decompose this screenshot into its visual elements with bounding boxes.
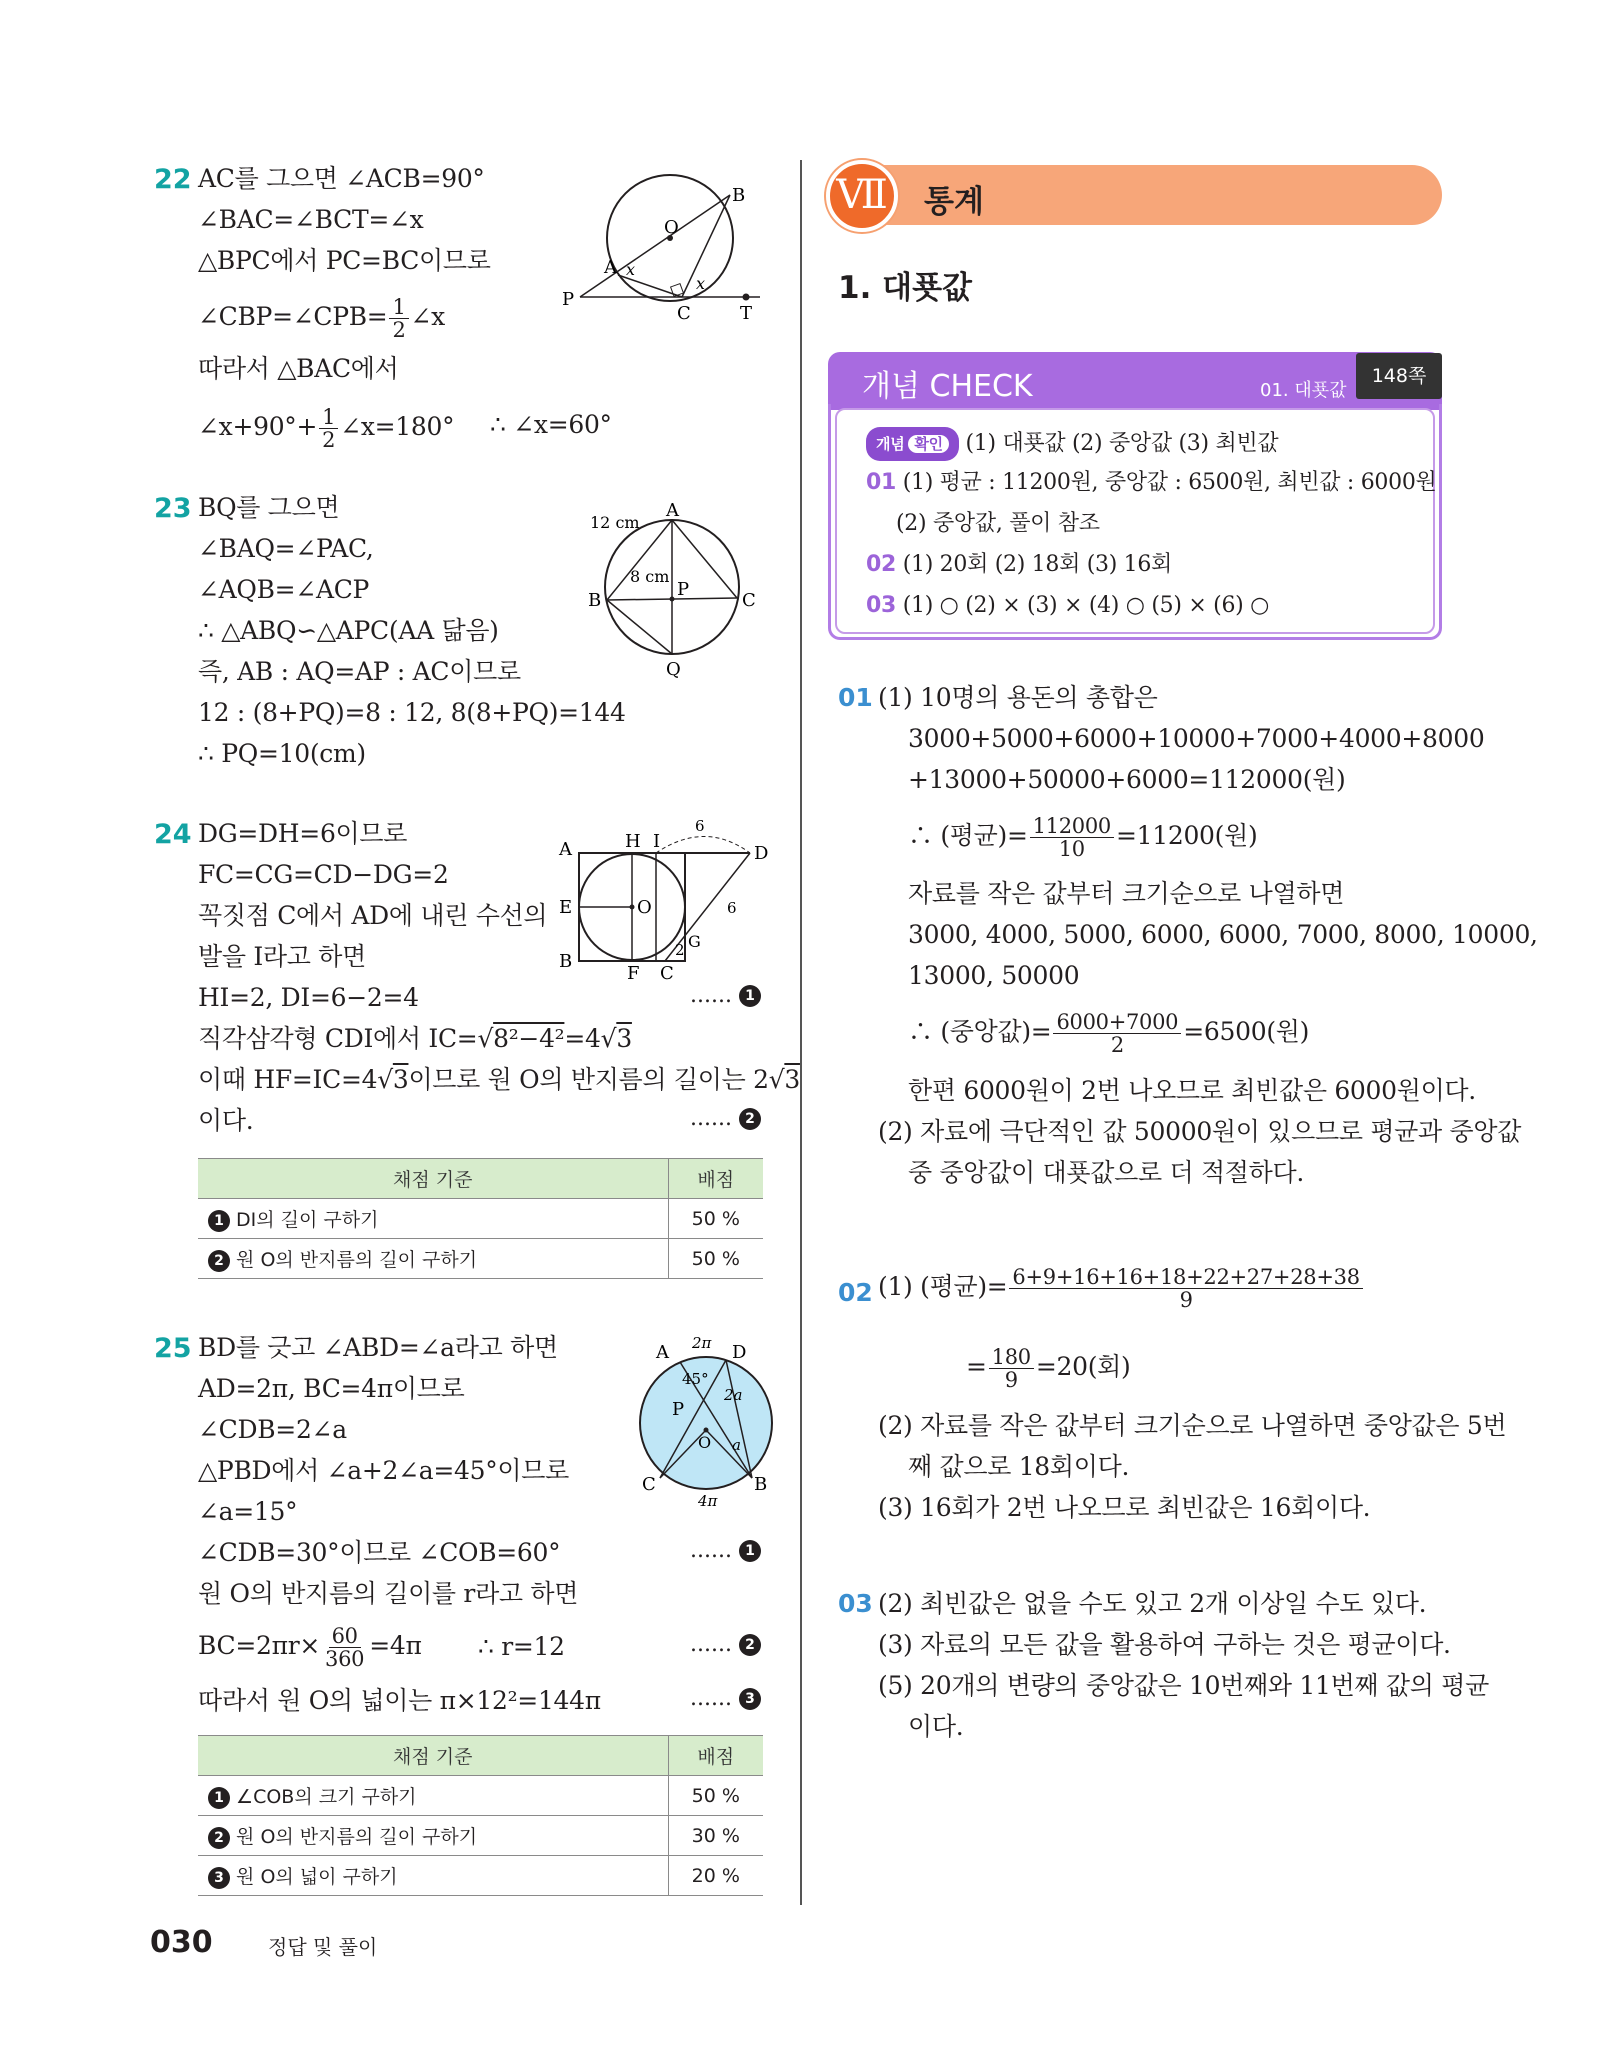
score-cell: 50 % bbox=[668, 1199, 763, 1239]
s02-line-2-pre: = bbox=[966, 1352, 987, 1381]
p25-line-3: ∠CDB=2∠a bbox=[198, 1415, 347, 1444]
fig-label-4pi: 4π bbox=[698, 1492, 718, 1510]
footer-label: 정답 및 풀이 bbox=[268, 1935, 378, 1959]
chapter-badge: Ⅶ bbox=[826, 160, 898, 232]
scoring-table-25 bbox=[198, 1735, 763, 1896]
s01-line-3: +13000+50000+6000=112000(원) bbox=[908, 765, 1346, 794]
sqrt-radicand: 3 bbox=[784, 1065, 800, 1094]
frac-num: 1 bbox=[389, 296, 408, 319]
solution-01-number: 01 bbox=[838, 683, 873, 712]
fig-label-P: P bbox=[677, 579, 690, 600]
p24-line-6 bbox=[198, 1024, 632, 1054]
marker-circle: 2 bbox=[208, 1250, 230, 1272]
frac-den: 2 bbox=[322, 428, 336, 452]
p25-line-7: 원 O의 반지름의 길이를 r라고 하면 bbox=[198, 1579, 579, 1608]
p24-figure-square-circle bbox=[555, 815, 769, 985]
marker-circle: 1 bbox=[208, 1787, 230, 1809]
fig-label-45deg: 45° bbox=[682, 1370, 709, 1388]
fig-label-F: F bbox=[627, 963, 640, 984]
step-marker-1: ...... 1 bbox=[690, 1538, 761, 1563]
fig-label-A: A bbox=[666, 500, 679, 521]
fig-label-O: O bbox=[664, 217, 679, 238]
step-marker-2: ...... 2 bbox=[690, 1106, 761, 1131]
s01-line-5: 자료를 작은 값부터 크기순으로 나열하면 bbox=[908, 879, 1345, 908]
table-row bbox=[198, 1816, 763, 1856]
p25-line-4: △PBD에서 ∠a+2∠a=45°이므로 bbox=[198, 1456, 569, 1485]
fig-label-C: C bbox=[742, 590, 756, 611]
s02-line-5: (3) 16회가 2번 나오므로 최빈값은 16회이다. bbox=[878, 1493, 1371, 1522]
sqrt-radicand: 3 bbox=[616, 1024, 632, 1053]
p25-figure-shaded-circle bbox=[640, 1330, 770, 1510]
s01-line-6: 3000, 4000, 5000, 6000, 6000, 7000, 8000, 10000, bbox=[908, 920, 1538, 949]
header-score: 배점 bbox=[668, 1159, 763, 1199]
s02-line-4: 째 값으로 18회이다. bbox=[908, 1452, 1130, 1481]
score-cell: 30 % bbox=[668, 1816, 763, 1856]
fig-label-B: B bbox=[754, 1474, 768, 1495]
fig-label-two: 2 bbox=[675, 941, 685, 959]
p23-line-4: ∴ △ABQ∽△APC(AA 닮음) bbox=[198, 616, 499, 645]
s03-line-4: 이다. bbox=[908, 1712, 964, 1741]
s01-line-4-pre: ∴ (평균)= bbox=[908, 821, 1028, 850]
row-number: 01 bbox=[866, 470, 897, 495]
p22-answer: ∴ ∠x=60° bbox=[490, 410, 612, 439]
p22-line-4 bbox=[198, 296, 445, 341]
s02-mean-fraction bbox=[1009, 1266, 1362, 1311]
p24-line-7-pre: 이때 HF=IC=4 bbox=[198, 1065, 378, 1094]
p22-line-5: 따라서 △BAC에서 bbox=[198, 354, 399, 383]
p24-line-8: 이다. bbox=[198, 1106, 254, 1135]
fig-label-I: I bbox=[653, 831, 661, 852]
s02-line-2 bbox=[966, 1346, 1130, 1391]
criteria-text: DI의 길이 구하기 bbox=[236, 1209, 379, 1231]
fig-label-C: C bbox=[677, 303, 691, 324]
p24-line-1: DG=DH=6이므로 bbox=[198, 819, 408, 848]
problem-25-number: 25 bbox=[154, 1333, 192, 1364]
fig-label-8cm: 8 cm bbox=[630, 567, 670, 586]
fig-label-B: B bbox=[559, 951, 573, 972]
frac-num: 6+9+16+16+18+22+27+28+38 bbox=[1009, 1266, 1362, 1289]
fig-label-B: B bbox=[732, 185, 746, 206]
chapter-title: 통계 bbox=[924, 184, 984, 220]
s02-result-fraction bbox=[989, 1346, 1034, 1391]
fig-label-P: P bbox=[672, 1399, 685, 1420]
pill-label-confirm: 확인 bbox=[908, 435, 948, 453]
fig-label-12cm: 12 cm bbox=[590, 513, 640, 532]
p23-line-5: 즉, AB : AQ=AP : AC이므로 bbox=[198, 657, 521, 686]
fig-label-x2: x bbox=[696, 274, 706, 293]
page-reference-tab: 148쪽 bbox=[1356, 353, 1442, 399]
s02-line-1 bbox=[878, 1266, 1365, 1311]
frac-num: 180 bbox=[989, 1346, 1034, 1369]
frac-den: 2 bbox=[1110, 1033, 1124, 1057]
row-text: (1) 평균 : 11200원, 중앙값 : 6500원, 최빈값 : 6000원 bbox=[902, 470, 1437, 495]
solution-02-number: 02 bbox=[838, 1278, 873, 1307]
s03-line-2: (3) 자료의 모든 값을 활용하여 구하는 것은 평균이다. bbox=[878, 1630, 1451, 1659]
marker-circle: 3 bbox=[739, 1688, 761, 1710]
s01-line-2: 3000+5000+6000+10000+7000+4000+8000 bbox=[908, 724, 1485, 753]
sqrt-sign: √ bbox=[600, 1024, 617, 1053]
p25-line-8-pre: BC=2πr× bbox=[198, 1631, 321, 1660]
p25-line-8-post: =4π bbox=[369, 1631, 422, 1660]
concept-check-subtitle: 01. 대푯값 bbox=[1260, 380, 1347, 401]
fig-label-G: G bbox=[688, 932, 701, 951]
s01-mean-fraction bbox=[1030, 815, 1114, 860]
fig-label-Q: Q bbox=[666, 659, 681, 680]
p25-line-9: 따라서 원 O의 넓이는 π×12²=144π bbox=[198, 1686, 601, 1715]
fig-label-T: T bbox=[740, 303, 753, 324]
p25-line-8 bbox=[198, 1625, 422, 1670]
p23-line-2: ∠BAQ=∠PAC, bbox=[198, 534, 374, 563]
s03-line-1: (2) 최빈값은 없을 수도 있고 2개 이상일 수도 있다. bbox=[878, 1589, 1427, 1618]
concept-check-title: 개념 CHECK bbox=[862, 369, 1033, 404]
fig-label-C: C bbox=[642, 1474, 656, 1495]
s03-line-3: (5) 20개의 변량의 중앙값은 10번째와 11번째 값의 평균 bbox=[878, 1671, 1489, 1700]
marker-circle: 1 bbox=[208, 1210, 230, 1232]
header-criteria: 채점 기준 bbox=[198, 1736, 668, 1776]
p25-answer: ∴ r=12 bbox=[478, 1632, 565, 1661]
step-marker-1: ...... 1 bbox=[690, 983, 761, 1008]
p24-line-5: HI=2, DI=6−2=4 bbox=[198, 983, 419, 1012]
problem-23-number: 23 bbox=[154, 493, 192, 524]
concept-check-row-3 bbox=[866, 591, 1269, 621]
score-cell: 20 % bbox=[668, 1856, 763, 1896]
score-cell: 50 % bbox=[668, 1239, 763, 1279]
p22-line-4-pre: ∠CBP=∠CPB= bbox=[198, 302, 388, 331]
fig-label-C: C bbox=[660, 963, 674, 984]
s01-line-10: (2) 자료에 극단적인 값 50000원이 있으므로 평균과 중앙값 bbox=[878, 1117, 1522, 1146]
p22-line-3: △BPC에서 PC=BC이므로 bbox=[198, 246, 491, 275]
frac-num: 6000+7000 bbox=[1053, 1011, 1181, 1034]
solution-03-number: 03 bbox=[838, 1589, 873, 1618]
s01-line-9: 한편 6000원이 2번 나오므로 최빈값은 6000원이다. bbox=[908, 1076, 1476, 1105]
s01-line-8 bbox=[908, 1011, 1309, 1056]
frac-den: 9 bbox=[1179, 1288, 1193, 1312]
p24-line-2: FC=CG=CD−DG=2 bbox=[198, 860, 449, 889]
fig-label-six-side: 6 bbox=[727, 899, 737, 917]
p25-line-2: AD=2π, BC=4π이므로 bbox=[198, 1374, 465, 1403]
frac-den: 2 bbox=[392, 318, 406, 342]
s01-line-8-post: =6500(원) bbox=[1183, 1017, 1310, 1046]
criteria-text: ∠COB의 크기 구하기 bbox=[236, 1786, 417, 1808]
table-row bbox=[198, 1856, 763, 1896]
pill-label: 개념 bbox=[876, 435, 905, 453]
p22-line-6-pre: ∠x+90°+ bbox=[198, 412, 318, 441]
criteria-text: 원 O의 넓이 구하기 bbox=[236, 1866, 398, 1888]
fig-label-E: E bbox=[559, 897, 573, 918]
frac-den: 10 bbox=[1058, 837, 1085, 861]
p22-line-2: ∠BAC=∠BCT=∠x bbox=[198, 205, 424, 234]
fig-label-D: D bbox=[754, 843, 769, 864]
s01-line-4-post: =11200(원) bbox=[1115, 821, 1258, 850]
p23-line-3: ∠AQB=∠ACP bbox=[198, 575, 370, 604]
marker-circle: 3 bbox=[208, 1867, 230, 1889]
frac-num: 112000 bbox=[1030, 815, 1114, 838]
fig-label-A: A bbox=[656, 1342, 669, 1363]
p23-line-1: BQ를 그으면 bbox=[198, 493, 340, 522]
frac-num: 1 bbox=[319, 406, 338, 429]
p22-fraction-half-2 bbox=[319, 406, 338, 451]
problem-22-number: 22 bbox=[154, 164, 192, 195]
table-row bbox=[198, 1199, 763, 1239]
section-title: 1. 대푯값 bbox=[838, 270, 972, 306]
concept-check-row-1b: (2) 중앙값, 풀이 참조 bbox=[896, 511, 1100, 536]
marker-circle: 1 bbox=[739, 985, 761, 1007]
fig-label-O: O bbox=[698, 1433, 712, 1452]
p24-line-6-pre: 직각삼각형 CDI에서 IC= bbox=[198, 1024, 478, 1053]
p24-line-7 bbox=[198, 1065, 800, 1095]
concept-text: (1) 대푯값 (2) 중앙값 (3) 최빈값 bbox=[965, 431, 1279, 456]
fig-label-a: a bbox=[732, 1436, 741, 1454]
criteria-text: 원 O의 반지름의 길이 구하기 bbox=[236, 1249, 478, 1271]
s02-line-1-pre: (1) (평균)= bbox=[878, 1272, 1008, 1301]
s02-line-3: (2) 자료를 작은 값부터 크기순으로 나열하면 중앙값은 5번 bbox=[878, 1411, 1507, 1440]
p22-fraction-half bbox=[389, 296, 408, 341]
header-criteria: 채점 기준 bbox=[198, 1159, 668, 1199]
marker-circle: 2 bbox=[208, 1827, 230, 1849]
p25-line-6: ∠CDB=30°이므로 ∠COB=60° bbox=[198, 1538, 561, 1567]
concept-pill bbox=[866, 427, 959, 461]
frac-den: 9 bbox=[1004, 1368, 1018, 1392]
fig-label-D: D bbox=[732, 1342, 747, 1363]
row-number: 02 bbox=[866, 552, 897, 577]
sqrt-sign: √ bbox=[768, 1065, 785, 1094]
fig-label-H: H bbox=[625, 831, 641, 852]
s01-line-1: (1) 10명의 용돈의 총합은 bbox=[878, 683, 1158, 712]
fig-label-six-top: 6 bbox=[695, 817, 705, 835]
page-number: 030 bbox=[150, 1925, 213, 1960]
p24-line-6-post: =4 bbox=[564, 1024, 601, 1053]
concept-check-row-1 bbox=[866, 468, 1436, 498]
sqrt-radicand: 3 bbox=[392, 1065, 409, 1094]
fig-label-B: B bbox=[588, 590, 602, 611]
column-divider bbox=[800, 160, 802, 1905]
marker-circle: 2 bbox=[739, 1108, 761, 1130]
scoring-table-24 bbox=[198, 1158, 763, 1279]
p24-line-4: 발을 I라고 하면 bbox=[198, 942, 366, 971]
s02-line-2-post: =20(회) bbox=[1035, 1352, 1131, 1381]
concept-check-row-0 bbox=[866, 427, 1278, 461]
p25-line-5: ∠a=15° bbox=[198, 1497, 298, 1526]
p22-line-6 bbox=[198, 406, 454, 451]
frac-num: 60 bbox=[329, 1625, 361, 1648]
chapter-banner bbox=[828, 165, 1442, 225]
p25-line-1: BD를 긋고 ∠ABD=∠a라고 하면 bbox=[198, 1333, 558, 1362]
p22-line-6-post: ∠x=180° bbox=[340, 412, 455, 441]
header-score: 배점 bbox=[668, 1736, 763, 1776]
fig-label-2a: 2a bbox=[724, 1386, 743, 1404]
table-header bbox=[198, 1159, 763, 1199]
row-text: (1) 20회 (2) 18회 (3) 16회 bbox=[902, 552, 1173, 577]
fig-label-P: P bbox=[562, 289, 575, 310]
sqrt-radicand: 8²−4² bbox=[493, 1024, 565, 1053]
s01-line-11: 중 중앙값이 대푯값으로 더 적절하다. bbox=[908, 1158, 1304, 1187]
row-number: 03 bbox=[866, 593, 897, 618]
marker-circle: 1 bbox=[739, 1540, 761, 1562]
table-row bbox=[198, 1239, 763, 1279]
marker-circle: 2 bbox=[739, 1634, 761, 1656]
fig-label-A: A bbox=[604, 257, 617, 278]
p24-line-3: 꼭짓점 C에서 AD에 내린 수선의 bbox=[198, 901, 548, 930]
table-header bbox=[198, 1736, 763, 1776]
fig-label-twopi: 2π bbox=[692, 1334, 712, 1352]
sqrt-sign: √ bbox=[377, 1065, 393, 1094]
p25-fraction bbox=[322, 1625, 367, 1670]
p22-line-1: AC를 그으면 ∠ACB=90° bbox=[198, 164, 485, 193]
sqrt-sign: √ bbox=[477, 1024, 494, 1053]
s01-line-7: 13000, 50000 bbox=[908, 961, 1080, 990]
s01-line-8-pre: ∴ (중앙값)= bbox=[908, 1017, 1052, 1046]
fig-label-x1: x bbox=[626, 260, 636, 279]
score-cell: 50 % bbox=[668, 1776, 763, 1816]
step-marker-2: ...... 2 bbox=[690, 1632, 761, 1657]
p23-line-7: ∴ PQ=10(cm) bbox=[198, 739, 366, 768]
frac-den: 360 bbox=[325, 1647, 365, 1671]
row-text: (1) ○ (2) × (3) × (4) ○ (5) × (6) ○ bbox=[902, 593, 1270, 618]
p23-line-6: 12 : (8+PQ)=8 : 12, 8(8+PQ)=144 bbox=[198, 698, 626, 727]
p23-figure-inscribed-quad bbox=[580, 500, 760, 680]
p22-figure-circle-tangent bbox=[560, 165, 760, 325]
p22-line-4-post: ∠x bbox=[410, 302, 445, 331]
criteria-text: 원 O의 반지름의 길이 구하기 bbox=[236, 1826, 478, 1848]
s01-line-4 bbox=[908, 815, 1257, 860]
concept-check-row-2 bbox=[866, 550, 1172, 580]
fig-label-O: O bbox=[637, 897, 652, 918]
table-row bbox=[198, 1776, 763, 1816]
fig-label-A: A bbox=[559, 839, 572, 860]
problem-24-number: 24 bbox=[154, 819, 192, 850]
step-marker-3: ...... 3 bbox=[690, 1686, 761, 1711]
p24-line-7-mid: 이므로 원 O의 반지름의 길이는 2 bbox=[408, 1065, 769, 1094]
s01-median-fraction bbox=[1053, 1011, 1181, 1056]
